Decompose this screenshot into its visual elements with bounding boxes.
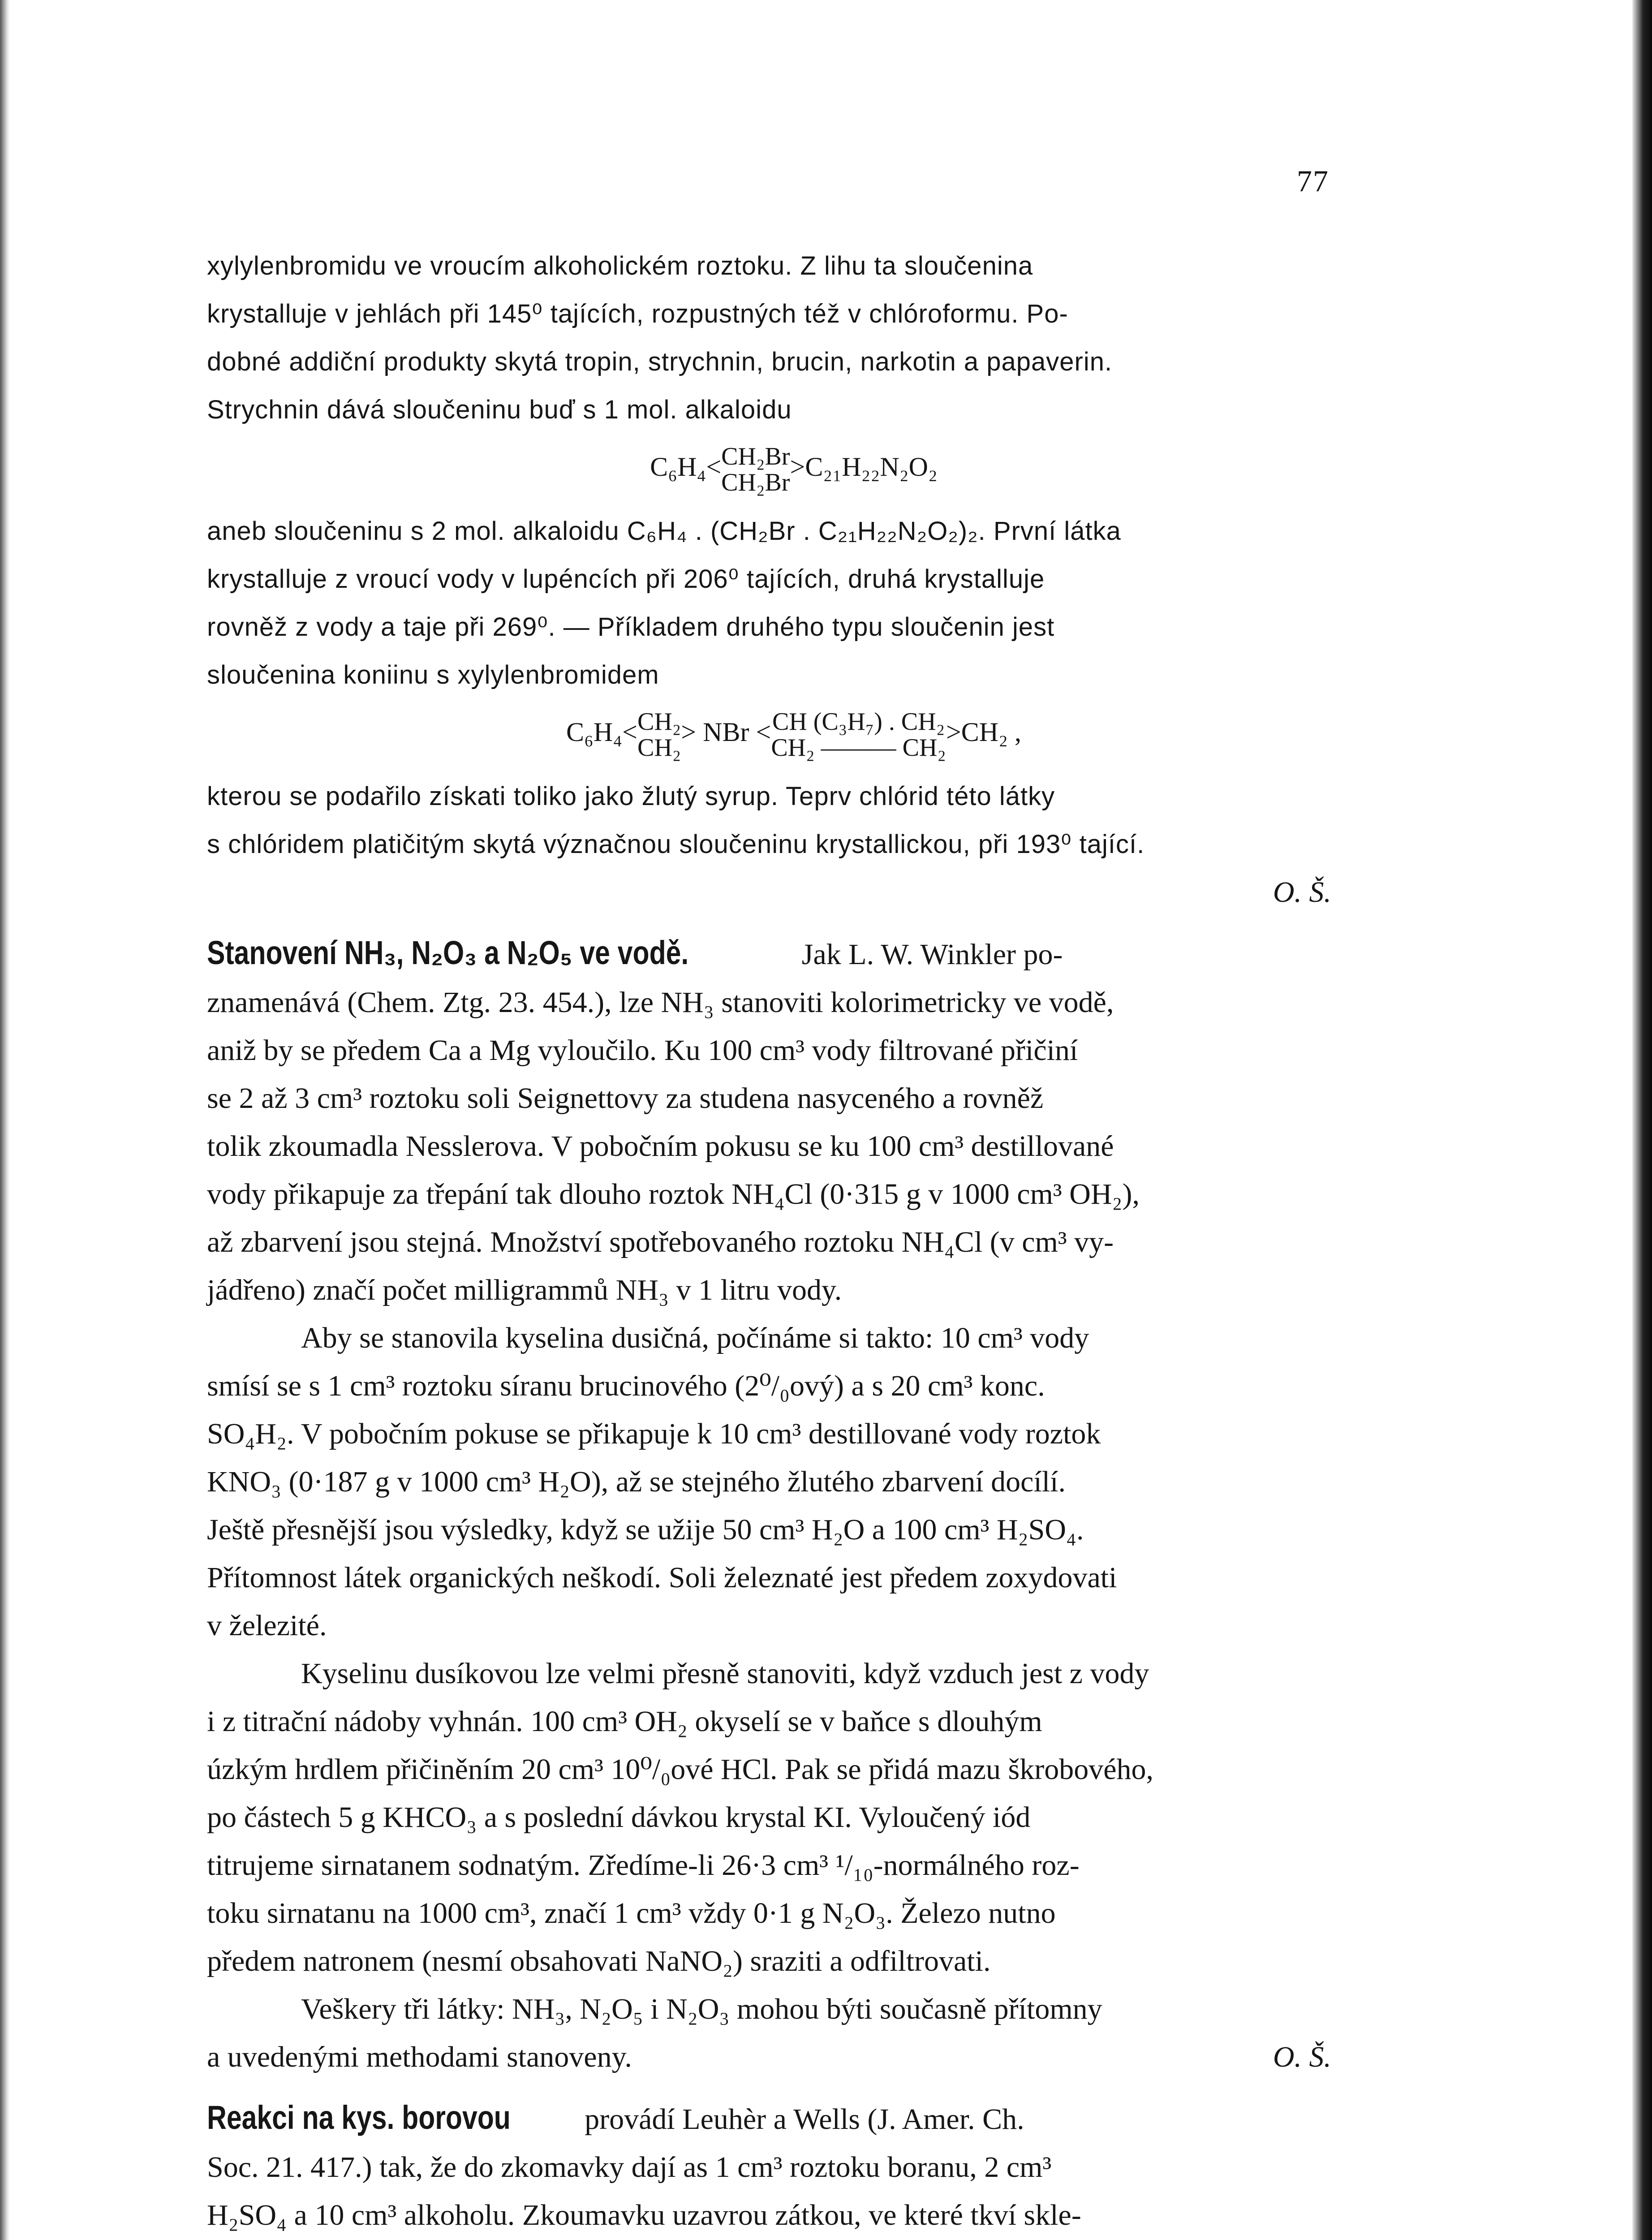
coniine-formula xyxy=(207,709,1381,761)
text-line: Veškery tři látky: NH₃, N₂O₅ i N₂O₃ mohou býti současně přítomny xyxy=(301,1993,1102,2025)
text-line: dobné addiční produkty skytá tropin, strychnin, brucin, narkotin a papaverin. xyxy=(207,347,1113,376)
formula-top: CH (C₃H₇) . CH₂ xyxy=(772,708,945,736)
text-line: aniž by se předem Ca a Mg vyloučilo. Ku 100 cm³ vody filtrované přičiní xyxy=(207,1034,1078,1067)
text-line: smísí se s 1 cm³ roztoku síranu brucinového (2⁰/₀ový) a s 20 cm³ konc. xyxy=(207,1370,1045,1402)
formula-fraction xyxy=(721,444,790,495)
text-line: Kyselinu dusíkovou lze velmi přesně stanoviti, když vzduch jest z vody xyxy=(301,1657,1149,1690)
text-run: provádí Leuhèr a Wells (J. Amer. Ch. xyxy=(577,2103,1024,2136)
section-heading: Reakci na kys. borovou xyxy=(207,2099,511,2136)
text-line: rovněž z vody a taje při 269⁰. — Příkladem druhého typu sloučenin jest xyxy=(207,612,1055,642)
text-line: titrujeme sirnatanem sodnatým. Zředíme-li 26·3 cm³ ¹/₁₀-normálného roz- xyxy=(207,1849,1080,1882)
text-line: toku sirnatanu na 1000 cm³, značí 1 cm³ vždy 0·1 g N₂O₃. Železo nutno xyxy=(207,1897,1056,1930)
text-line: Přítomnost látek organických neškodí. Soli železnaté jest předem zoxydovati xyxy=(207,1561,1117,1594)
author-signature: O. Š. xyxy=(1273,2041,1331,2073)
text-line: krystalluje z vroucí vody v lupéncích při 206⁰ tajících, druhá krystalluje xyxy=(207,564,1045,594)
text-line: Strychnin dává sloučeninu buď s 1 mol. alkaloidu xyxy=(207,395,792,424)
formula-right: >C₂₁H₂₂N₂O₂ xyxy=(790,452,938,482)
page-content xyxy=(207,242,1381,2239)
formula-right: >CH₂ , xyxy=(946,717,1022,747)
text-line: a uvedenými methodami stanoveny. xyxy=(207,2041,632,2073)
text-line: až zbarvení jsou stejná. Množství spotřebovaného roztoku NH₄Cl (v cm³ vy- xyxy=(207,1226,1114,1258)
text-line: se 2 až 3 cm³ roztoku soli Seignettovy za studena nasyceného a rovněž xyxy=(207,1082,1044,1115)
strychnine-formula xyxy=(207,444,1381,495)
text-line: znamenává (Chem. Ztg. 23. 454.), lze NH₃ stanoviti kolorimetricky ve vodě, xyxy=(207,986,1114,1019)
nh3-section xyxy=(207,929,1381,2081)
text-line: Soc. 21. 417.) tak, že do zkomavky dají as 1 cm³ roztoku boranu, 2 cm³ xyxy=(207,2151,1052,2184)
text-run: Jak L. W. Winkler po- xyxy=(794,938,1063,971)
section-first-line xyxy=(207,2094,1381,2143)
text-line: po částech 5 g KHCO₃ a s poslední dávkou krystal KI. Vyloučený iód xyxy=(207,1801,1031,1834)
text-line: SO₄H₂. V pobočním pokuse se přikapuje k 10 cm³ destillované vody roztok xyxy=(207,1417,1101,1450)
formula-bottom: CH₂ ——— CH₂ xyxy=(771,734,946,762)
text-line: předem natronem (nesmí obsahovati NaNO₂) sraziti a odfiltrovati. xyxy=(207,1945,991,1977)
boric-acid-section xyxy=(207,2094,1381,2239)
text-line: KNO₃ (0·187 g v 1000 cm³ H₂O), až se stejného žlutého zbarvení docílí. xyxy=(207,1465,1066,1498)
text-line: Aby se stanovila kyselina dusičná, počínáme si takto: 10 cm³ vody xyxy=(301,1322,1089,1354)
text-line: s chlóridem platičitým skytá význačnou sloučeninu krystallickou, při 193⁰ tající. xyxy=(207,830,1145,859)
page-number: 77 xyxy=(1297,164,1329,198)
section-first-line xyxy=(207,929,1381,978)
formula-bottom: CH₂ xyxy=(637,734,681,762)
text-line: H₂SO₄ a 10 cm³ alkoholu. Zkoumavku uzavrou zátkou, ve které tkví skle- xyxy=(207,2199,1081,2231)
xylylene-paragraph xyxy=(207,242,1381,434)
xylylene-paragraph-3 xyxy=(207,772,1381,868)
page-left-edge xyxy=(0,0,10,2240)
text-line: vody přikapuje za třepání tak dlouho roztok NH₄Cl (0·315 g v 1000 cm³ OH₂), xyxy=(207,1178,1140,1210)
text-line: aneb sloučeninu s 2 mol. alkaloidu C₆H₄ . (CH₂Br . C₂₁H₂₂N₂O₂)₂. První látka xyxy=(207,517,1121,546)
formula-fraction-1 xyxy=(637,709,681,761)
text-line: úzkým hrdlem přičiněním 20 cm³ 10⁰/₀ové HCl. Pak se přidá mazu škrobového, xyxy=(207,1753,1153,1786)
text-line: sloučenina koniinu s xylylenbromidem xyxy=(207,660,659,689)
text-line: jádřeno) značí počet milligrammů NH₃ v 1 litru vody. xyxy=(207,1274,842,1306)
text-line: tolik zkoumadla Nesslerova. V pobočním pokusu se ku 100 cm³ destillované xyxy=(207,1130,1114,1163)
xylylene-paragraph-2 xyxy=(207,507,1381,699)
section-heading: Stanovení NH₃, N₂O₃ a N₂O₅ ve vodě. xyxy=(207,934,689,971)
author-signature: O. Š. xyxy=(1273,876,1331,909)
formula-left: C₆H₄< xyxy=(650,452,722,482)
formula-top: CH₂Br xyxy=(721,443,790,470)
formula-fraction-2 xyxy=(771,709,946,761)
text-line: v železité. xyxy=(207,1609,327,1642)
text-line: krystalluje v jehlách při 145⁰ tajících, rozpustných též v chlóroformu. Po- xyxy=(207,299,1068,328)
page-right-edge xyxy=(1632,0,1652,2240)
formula-mid: > NBr < xyxy=(681,717,771,747)
text-line: i z titrační nádoby vyhnán. 100 cm³ OH₂ okyselí se v baňce s dlouhým xyxy=(207,1705,1042,1738)
formula-left: C₆H₄< xyxy=(566,717,637,747)
text-line: xylylenbromidu ve vroucím alkoholickém roztoku. Z lihu ta sloučenina xyxy=(207,251,1033,280)
text-line: kterou se podařilo získati toliko jako žlutý syrup. Teprv chlórid této látky xyxy=(207,782,1055,811)
formula-bottom: CH₂Br xyxy=(721,469,790,496)
text-line: Ještě přesnější jsou výsledky, když se užije 50 cm³ H₂O a 100 cm³ H₂SO₄. xyxy=(207,1513,1084,1546)
formula-top: CH₂ xyxy=(637,708,681,736)
